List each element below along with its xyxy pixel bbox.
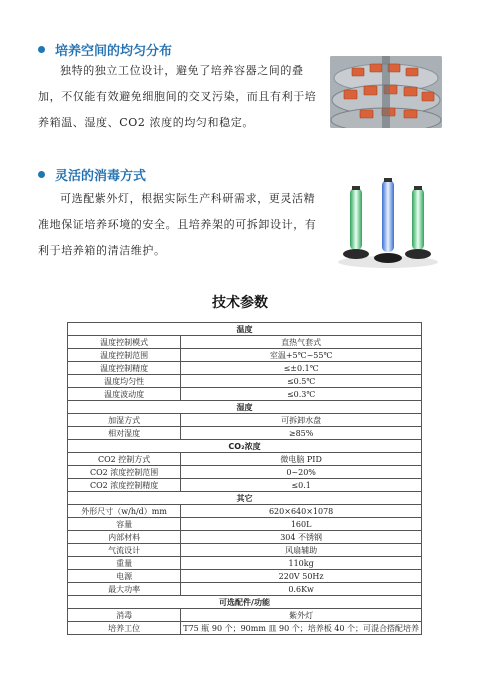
param-cell: 重量: [68, 557, 181, 570]
value-cell: 160L: [181, 518, 422, 531]
param-cell: CO2 控制方式: [68, 453, 181, 466]
culture-rack-photo: [330, 56, 442, 128]
param-cell: 电源: [68, 570, 181, 583]
value-cell: 紫外灯: [181, 609, 422, 622]
param-cell: CO2 浓度控制精度: [68, 479, 181, 492]
table-row: [68, 479, 422, 492]
group-row: [68, 492, 422, 505]
value-cell: T75 瓶 90 个；90mm 皿 90 个；培养板 40 个；可混合搭配培养: [181, 622, 422, 635]
table-row: [68, 427, 422, 440]
table-row: [68, 466, 422, 479]
bullet-icon: [38, 46, 45, 53]
group-title: 可选配件/功能: [68, 596, 422, 609]
group-title: 湿度: [68, 401, 422, 414]
table-row: [68, 414, 422, 427]
section-1-title: 培养空间的均匀分布: [55, 44, 173, 59]
value-cell: 可拆卸水盘: [181, 414, 422, 427]
param-cell: 加湿方式: [68, 414, 181, 427]
table-row: [68, 518, 422, 531]
param-cell: 相对湿度: [68, 427, 181, 440]
bullet-icon: [38, 171, 45, 178]
section-2-header: [38, 165, 146, 184]
param-cell: 温度控制范围: [68, 349, 181, 362]
table-row: [68, 570, 422, 583]
table-row: [68, 531, 422, 544]
param-cell: 最大功率: [68, 583, 181, 596]
param-cell: 温度控制模式: [68, 336, 181, 349]
param-cell: 容量: [68, 518, 181, 531]
group-row: [68, 596, 422, 609]
value-cell: 室温+5℃~55℃: [181, 349, 422, 362]
group-title: 其它: [68, 492, 422, 505]
table-row: [68, 544, 422, 557]
value-cell: 620×640×1078: [181, 505, 422, 518]
table-row: [68, 362, 422, 375]
param-cell: 温度波动度: [68, 388, 181, 401]
table-row: [68, 609, 422, 622]
value-cell: ≤0.5℃: [181, 375, 422, 388]
param-cell: 气流设计: [68, 544, 181, 557]
specs-heading: 技术参数: [212, 295, 268, 311]
param-cell: CO2 浓度控制范围: [68, 466, 181, 479]
value-cell: 直热气套式: [181, 336, 422, 349]
section-1-header: [38, 40, 172, 59]
section-1-paragraph: 独特的独立工位设计，避免了培养容器之间的叠加，不仅能有效避免细胞间的交叉污染，而且有利于培养箱温、湿度、CO2 浓度的均匀和稳定。: [38, 64, 317, 129]
value-cell: 0~20%: [181, 466, 422, 479]
group-row: [68, 401, 422, 414]
table-row: [68, 388, 422, 401]
group-row: [68, 440, 422, 453]
table-row: [68, 349, 422, 362]
group-title: 温度: [68, 323, 422, 336]
param-cell: 培养工位: [68, 622, 181, 635]
value-cell: 110kg: [181, 557, 422, 570]
value-cell: 0.6Kw: [181, 583, 422, 596]
value-cell: 304 不锈钢: [181, 531, 422, 544]
uv-lamp-photo: [332, 178, 444, 270]
value-cell: ≤±0.1℃: [181, 362, 422, 375]
table-row: [68, 583, 422, 596]
group-row: [68, 323, 422, 336]
param-cell: 温度均匀性: [68, 375, 181, 388]
table-row: [68, 336, 422, 349]
value-cell: 微电脑 PID: [181, 453, 422, 466]
table-row: [68, 505, 422, 518]
param-cell: 温度控制精度: [68, 362, 181, 375]
value-cell: ≤0.3℃: [181, 388, 422, 401]
value-cell: 风扇辅助: [181, 544, 422, 557]
value-cell: 220V 50Hz: [181, 570, 422, 583]
spec-table: [67, 322, 422, 635]
section-2-paragraph: 可选配紫外灯，根据实际生产科研需求，更灵活精准地保证培养环境的安全。且培养架的可拆卸设计，有利于培养箱的清洁维护。: [38, 192, 317, 257]
table-row: [68, 622, 422, 635]
value-cell: ≥85%: [181, 427, 422, 440]
table-row: [68, 557, 422, 570]
param-cell: 内部材料: [68, 531, 181, 544]
section-2-title: 灵活的消毒方式: [55, 169, 147, 184]
group-title: CO₂浓度: [68, 440, 422, 453]
value-cell: ≤0.1: [181, 479, 422, 492]
param-cell: 外形尺寸（w/h/d）mm: [68, 505, 181, 518]
table-row: [68, 453, 422, 466]
param-cell: 消毒: [68, 609, 181, 622]
table-row: [68, 375, 422, 388]
